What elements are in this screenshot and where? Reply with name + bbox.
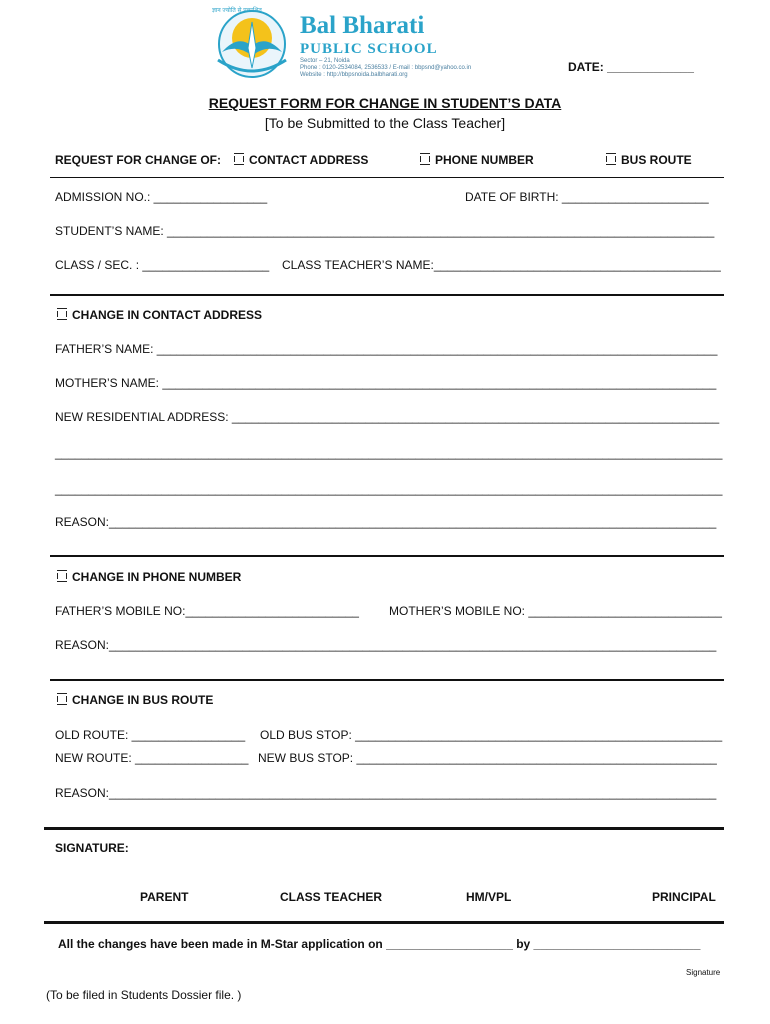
phone-reason-field[interactable]: REASON:___________________________________________________________________________________________ bbox=[55, 638, 717, 652]
dossier-note: (To be filed in Students Dossier file. ) bbox=[46, 988, 242, 1002]
option-contact-address-label: CONTACT ADDRESS bbox=[249, 153, 369, 167]
school-address-line3: Website : http://bbpsnoida.balbharati.org bbox=[300, 72, 408, 78]
divider bbox=[44, 827, 724, 830]
divider bbox=[50, 177, 724, 178]
checkbox-icon[interactable] bbox=[57, 693, 67, 705]
mother-name-field[interactable]: MOTHER’S NAME: ___________________________________________________________________________________ bbox=[55, 376, 717, 390]
new-route-field[interactable]: NEW ROUTE: _________________ bbox=[55, 751, 249, 765]
new-residential-address-field[interactable]: NEW RESIDENTIAL ADDRESS: _________________________________________________________________________ bbox=[55, 410, 720, 424]
checkbox-phone-number[interactable] bbox=[420, 153, 534, 167]
school-address-line2: Phone : 0120-2534084, 2536533 / E-mail : bbpsnd@yahoo.co.in bbox=[300, 65, 472, 71]
option-phone-number-label: PHONE NUMBER bbox=[435, 153, 534, 167]
father-mobile-field[interactable]: FATHER’S MOBILE NO:__________________________ bbox=[55, 604, 359, 618]
section-bus-route-label: CHANGE IN BUS ROUTE bbox=[72, 693, 214, 707]
divider bbox=[50, 294, 724, 296]
address-line-2-field[interactable]: ____________________________________________________________________________________________________ bbox=[55, 446, 723, 460]
signature-parent: PARENT bbox=[140, 890, 189, 904]
form-title: REQUEST FORM FOR CHANGE IN STUDENT’S DATA bbox=[208, 95, 562, 111]
signature-label: SIGNATURE: bbox=[55, 841, 129, 855]
section-phone-number-label: CHANGE IN PHONE NUMBER bbox=[72, 570, 242, 584]
section-phone-number-heading[interactable] bbox=[57, 570, 241, 584]
school-logo bbox=[208, 6, 530, 82]
student-name-field[interactable]: STUDENT’S NAME: __________________________________________________________________________________ bbox=[55, 224, 715, 238]
logo-hindi-text: ज्ञान ज्योति से प्रकाशित bbox=[212, 8, 262, 14]
form-subtitle: [To be Submitted to the Class Teacher] bbox=[264, 115, 506, 131]
checkbox-icon[interactable] bbox=[606, 153, 616, 165]
divider bbox=[50, 555, 724, 557]
section-contact-address-heading[interactable] bbox=[57, 308, 262, 322]
school-subname: PUBLIC SCHOOL bbox=[300, 41, 438, 57]
new-bus-stop-field[interactable]: NEW BUS STOP: ______________________________________________________ bbox=[258, 751, 717, 765]
checkbox-contact-address[interactable] bbox=[234, 153, 368, 167]
checkbox-icon[interactable] bbox=[57, 570, 67, 582]
school-address-line1: Sector – 21, Noida bbox=[300, 58, 350, 64]
checkbox-icon[interactable] bbox=[420, 153, 430, 165]
admission-no-field[interactable]: ADMISSION NO.: _________________ bbox=[55, 190, 268, 204]
signature-caption: Signature bbox=[686, 968, 721, 977]
class-sec-field[interactable]: CLASS / SEC. : ___________________ bbox=[55, 258, 270, 272]
divider bbox=[50, 679, 724, 681]
divider bbox=[44, 921, 724, 924]
date-of-birth-field[interactable]: DATE OF BIRTH: ______________________ bbox=[465, 190, 709, 204]
mstar-update-field[interactable]: All the changes have been made in M-Star application on ___________________ by _________________________ bbox=[58, 937, 701, 951]
mother-mobile-field[interactable]: MOTHER’S MOBILE NO: _____________________________ bbox=[389, 604, 722, 618]
father-name-field[interactable]: FATHER’S NAME: ____________________________________________________________________________________ bbox=[55, 342, 718, 356]
checkbox-icon[interactable] bbox=[57, 308, 67, 320]
signature-hm-vpl: HM/VPL bbox=[466, 890, 512, 904]
signature-principal: PRINCIPAL bbox=[652, 890, 716, 904]
bus-reason-field[interactable]: REASON:___________________________________________________________________________________________ bbox=[55, 786, 717, 800]
class-teacher-name-field[interactable]: CLASS TEACHER’S NAME:___________________________________________ bbox=[282, 258, 721, 272]
section-contact-address-label: CHANGE IN CONTACT ADDRESS bbox=[72, 308, 263, 322]
option-bus-route-label: BUS ROUTE bbox=[621, 153, 692, 167]
school-name: Bal Bharati bbox=[300, 12, 425, 39]
contact-reason-field[interactable]: REASON:___________________________________________________________________________________________ bbox=[55, 515, 717, 529]
date-field[interactable]: DATE: _____________ bbox=[568, 60, 694, 74]
old-bus-stop-field[interactable]: OLD BUS STOP: _______________________________________________________ bbox=[260, 728, 723, 742]
checkbox-icon[interactable] bbox=[234, 153, 244, 165]
school-emblem-icon bbox=[208, 8, 298, 80]
section-bus-route-heading[interactable] bbox=[57, 693, 213, 707]
checkbox-bus-route[interactable] bbox=[606, 153, 692, 167]
request-label: REQUEST FOR CHANGE OF: bbox=[55, 153, 222, 167]
address-line-3-field[interactable]: ____________________________________________________________________________________________________ bbox=[55, 482, 723, 496]
old-route-field[interactable]: OLD ROUTE: _________________ bbox=[55, 728, 246, 742]
signature-class-teacher: CLASS TEACHER bbox=[280, 890, 383, 904]
